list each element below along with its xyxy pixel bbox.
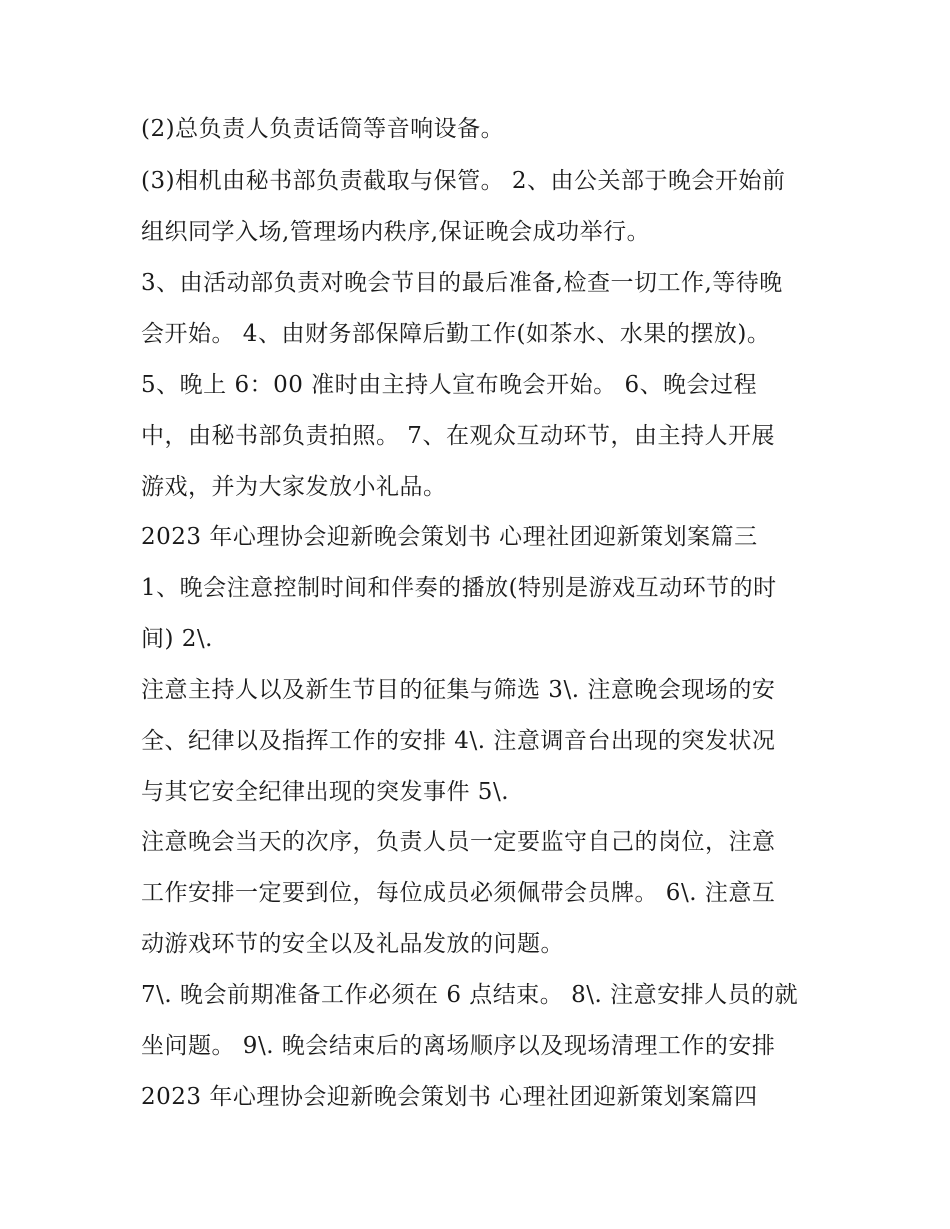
text-line: (3)相机由秘书部负责截取与保管。 2、由公关部于晚会开始前 bbox=[141, 168, 786, 194]
section-heading: 2023 年心理协会迎新晚会策划书 心理社团迎新策划案篇三 bbox=[141, 524, 758, 550]
text-line: 组织同学入场,管理场内秩序,保证晚会成功举行。 bbox=[141, 219, 651, 245]
text-line: 工作安排一定要到位，每位成员必须佩带会员牌。 6\. 注意互 bbox=[141, 880, 776, 906]
text-line: 注意主持人以及新生节目的征集与筛选 3\. 注意晚会现场的安 bbox=[141, 677, 776, 703]
text-line: 1、晚会注意控制时间和伴奏的播放(特别是游戏互动环节的时 bbox=[141, 575, 777, 601]
text-line: 与其它安全纪律出现的突发事件 5\. bbox=[141, 779, 510, 805]
section-heading: 2023 年心理协会迎新晚会策划书 心理社团迎新策划案篇四 bbox=[141, 1084, 758, 1110]
text-line: 注意晚会当天的次序，负责人员一定要监守自己的岗位，注意 bbox=[141, 829, 776, 855]
text-line: 5、晚上 6：00 准时由主持人宣布晚会开始。 6、晚会过程 bbox=[141, 372, 758, 398]
text-line: 间) 2\. bbox=[141, 626, 213, 652]
text-line: 7\. 晚会前期准备工作必须在 6 点结束。 8\. 注意安排人员的就 bbox=[141, 982, 799, 1008]
text-line: 坐问题。 9\. 晚会结束后的离场顺序以及现场清理工作的安排 bbox=[141, 1033, 776, 1059]
text-line: 3、由活动部负责对晚会节目的最后准备,检查一切工作,等待晚 bbox=[141, 270, 783, 296]
text-line: 游戏，并为大家发放小礼品。 bbox=[141, 474, 447, 500]
text-line: 全、纪律以及指挥工作的安排 4\. 注意调音台出现的突发状况 bbox=[141, 728, 776, 754]
text-line: 动游戏环节的安全以及礼品发放的问题。 bbox=[141, 931, 564, 957]
text-line: (2)总负责人负责话筒等音响设备。 bbox=[141, 116, 505, 142]
text-line: 中，由秘书部负责拍照。 7、在观众互动环节，由主持人开展 bbox=[141, 423, 775, 449]
text-line: 会开始。 4、由财务部保障后勤工作(如茶水、水果的摆放)。 bbox=[141, 321, 771, 347]
